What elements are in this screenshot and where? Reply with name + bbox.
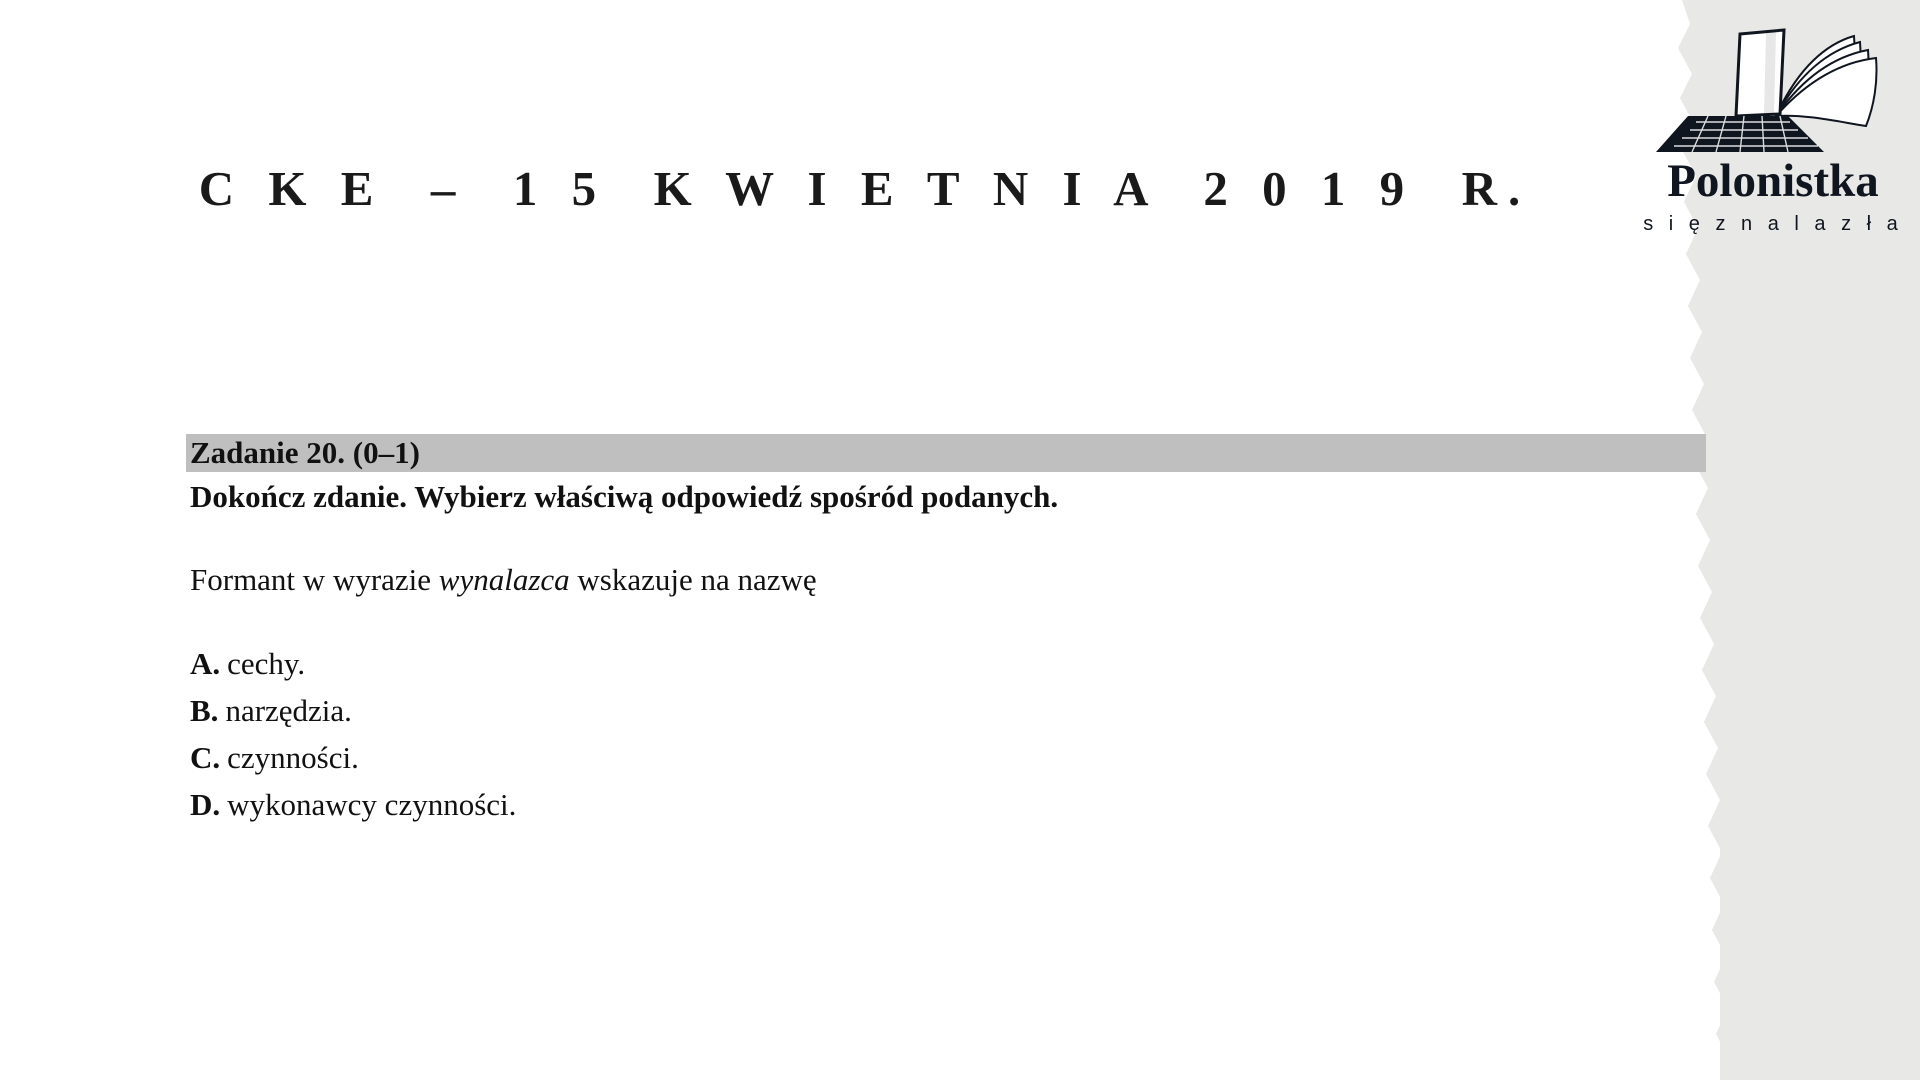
logo-wordmark: Polonistka — [1667, 155, 1879, 207]
task-stem-after: wskazuje na nazwę — [569, 562, 817, 597]
answer-text-d: wykonawcy czynności. — [227, 787, 517, 822]
task-stem-before: Formant w wyrazie — [190, 562, 439, 597]
task-stem — [186, 562, 1706, 598]
answer-list — [186, 640, 1706, 828]
answer-text-a: cechy. — [227, 646, 306, 681]
answer-option-d[interactable] — [190, 781, 1706, 828]
brand-logo — [1638, 28, 1908, 248]
task-block — [186, 434, 1706, 828]
answer-text-b: narzędzia. — [225, 693, 352, 728]
answer-option-a[interactable] — [190, 640, 1706, 687]
open-book-laptop-icon — [1638, 28, 1908, 156]
answer-letter-b: B. — [190, 693, 219, 728]
task-instruction: Dokończ zdanie. Wybierz właściwą odpowiedź spośród podanych. — [190, 479, 1059, 514]
task-header: Zadanie 20. (0–1) — [186, 434, 1706, 472]
answer-letter-d: D. — [190, 787, 221, 822]
task-stem-italic-word: wynalazca — [438, 562, 570, 597]
answer-letter-a: A. — [190, 646, 221, 681]
answer-text-c: czynności. — [227, 740, 359, 775]
answer-option-b[interactable] — [190, 687, 1706, 734]
page-title: C K E – 1 5 K W I E T N I A 2 0 1 9 R. — [198, 161, 1532, 216]
answer-option-c[interactable] — [190, 734, 1706, 781]
answer-letter-c: C. — [190, 740, 221, 775]
logo-tagline: s i ę z n a l a z ł a — [1643, 213, 1903, 235]
